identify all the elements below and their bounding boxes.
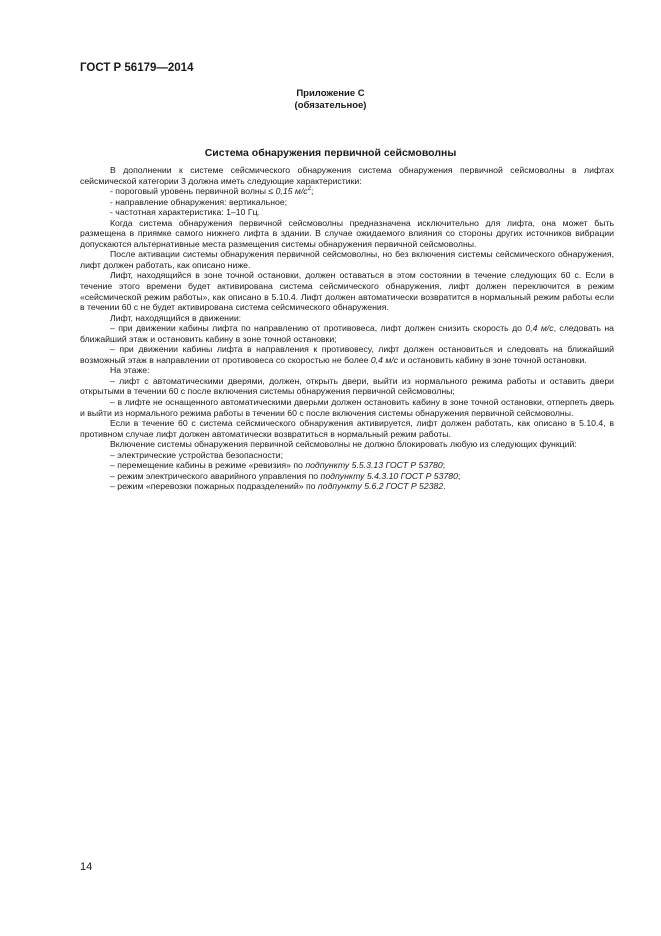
body-text xyxy=(80,165,614,492)
list-item-text: - пороговый уровень первичной волны xyxy=(110,186,269,197)
list-item xyxy=(80,186,614,197)
document-header: ГОСТ Р 56179—2014 xyxy=(80,62,194,74)
list-item: – электрические устройства безопасности; xyxy=(110,449,284,460)
paragraph xyxy=(80,323,614,344)
list-item xyxy=(80,471,614,482)
list-item: - частотная характеристика: 1–10 Гц. xyxy=(110,207,260,218)
list-item xyxy=(80,481,614,492)
paragraph: Когда система обнаружения первичной сейсмоволны предназначена исключительно для лифта, она может быть размещена в приямке самого нижнего лифта в здании. В случае ожидаемого влияния со стороны других источников вибрации допускаются альтернативные места размещения системы обнаружения первичной сейсмоволны. xyxy=(80,217,614,249)
page-number: 14 xyxy=(80,861,93,873)
paragraph-text: и остановить кабину в зоне точной остановки. xyxy=(398,354,587,365)
speed-value: 0,4 м/с xyxy=(370,354,399,365)
list-item: - направление обнаружения: вертикальное; xyxy=(110,196,288,207)
list-item-punct: ; xyxy=(442,460,446,471)
standard-reference: подпункту 5.4.3.10 ГОСТ Р 53780 xyxy=(320,470,458,481)
paragraph: – в лифте не оснащенного автоматическими дверьми должен остановить кабину в зоне точной остановки, отперпеть дверь и выйти из нормального режима работы в течении 60 с после включения системы обнаружения первичной сейсмоволны. xyxy=(80,397,614,418)
threshold-value: ≤ 0,15 м/с xyxy=(268,186,308,197)
list-item-text: – режим «перевозки пожарных подразделений» по xyxy=(110,481,318,492)
list-item-text: – перемещение кабины в режиме «ревизия» по xyxy=(110,460,306,471)
appendix-heading xyxy=(0,88,661,112)
paragraph: На этаже: xyxy=(110,365,150,376)
list-item-punct: ; xyxy=(310,186,314,197)
list-item-punct: . xyxy=(443,481,446,492)
paragraph-text: , следовать на ближайший этаж и остановить кабину в зоне точной остановки; xyxy=(80,323,614,344)
threshold-exponent: 2 xyxy=(307,186,311,193)
section-title: Система обнаружения первичной сейсмоволны xyxy=(204,147,457,159)
appendix-title: Приложение С xyxy=(296,88,365,99)
paragraph: Если в течение 60 с система сейсмического обнаружения активируется, лифт должен работать, как описано в 5.10.4, в противном случае лифт должен автоматически возвратиться в нормальный режим работы. xyxy=(80,418,614,439)
speed-value: 0,4 м/с xyxy=(525,323,554,334)
appendix-status: (обязательное) xyxy=(294,100,367,111)
paragraph: После активации системы обнаружения первичной сейсмоволны, но без включения системы сейсмического обнаружения, лифт должен работать, как описано ниже. xyxy=(80,249,614,270)
paragraph: Включение системы обнаружения первичной сейсмоволны не должно блокировать любую из следующих функций: xyxy=(110,439,577,450)
paragraph xyxy=(80,344,614,365)
paragraph: Лифт, находящийся в зоне точной остановки, должен оставаться в этом состоянии в течение следующих 60 с. Если в течение этого времени будет активирована система сейсмического обнаружения, лифт должен переключится в режим «сейсмической режим работы», как описано в 5.10.4. Лифт должен автоматически возвратится в нормальный режим работы если в течении 60 с не будет активирована система сейсмического обнаружения. xyxy=(80,270,614,313)
standard-reference: подпункту 5.5.3.13 ГОСТ Р 53780 xyxy=(305,460,443,471)
paragraph: Лифт, находящийся в движении: xyxy=(110,312,242,323)
paragraph-text: – при движении кабины лифта в направления к противовесу, лифт должен остановиться и следовать на ближайший возможный этаж в направлении от противовеса со скоростью не более xyxy=(80,344,614,365)
paragraph-text: – при движении кабины лифта по направлению от противовеса, лифт должен снизить скорость до xyxy=(110,323,526,334)
paragraph: – лифт с автоматическими дверями, должен, открыть двери, выйти из нормального режима работы и оставить двери открытыми в течении 60 с после включения системы обнаружения первичной сейсмоволны; xyxy=(80,375,614,397)
standard-reference: подпункту 5.6.2 ГОСТ Р 52382 xyxy=(317,481,444,492)
list-item xyxy=(80,460,614,471)
list-item-punct: ; xyxy=(457,470,461,481)
paragraph: В дополнении к системе сейсмического обнаружения система обнаружения первичной сейсмоволны в лифтах сейсмической категории 3 должна иметь следующие характеристики: xyxy=(80,165,614,186)
list-item-text: – режим электрического аварийного управления по xyxy=(110,470,321,481)
